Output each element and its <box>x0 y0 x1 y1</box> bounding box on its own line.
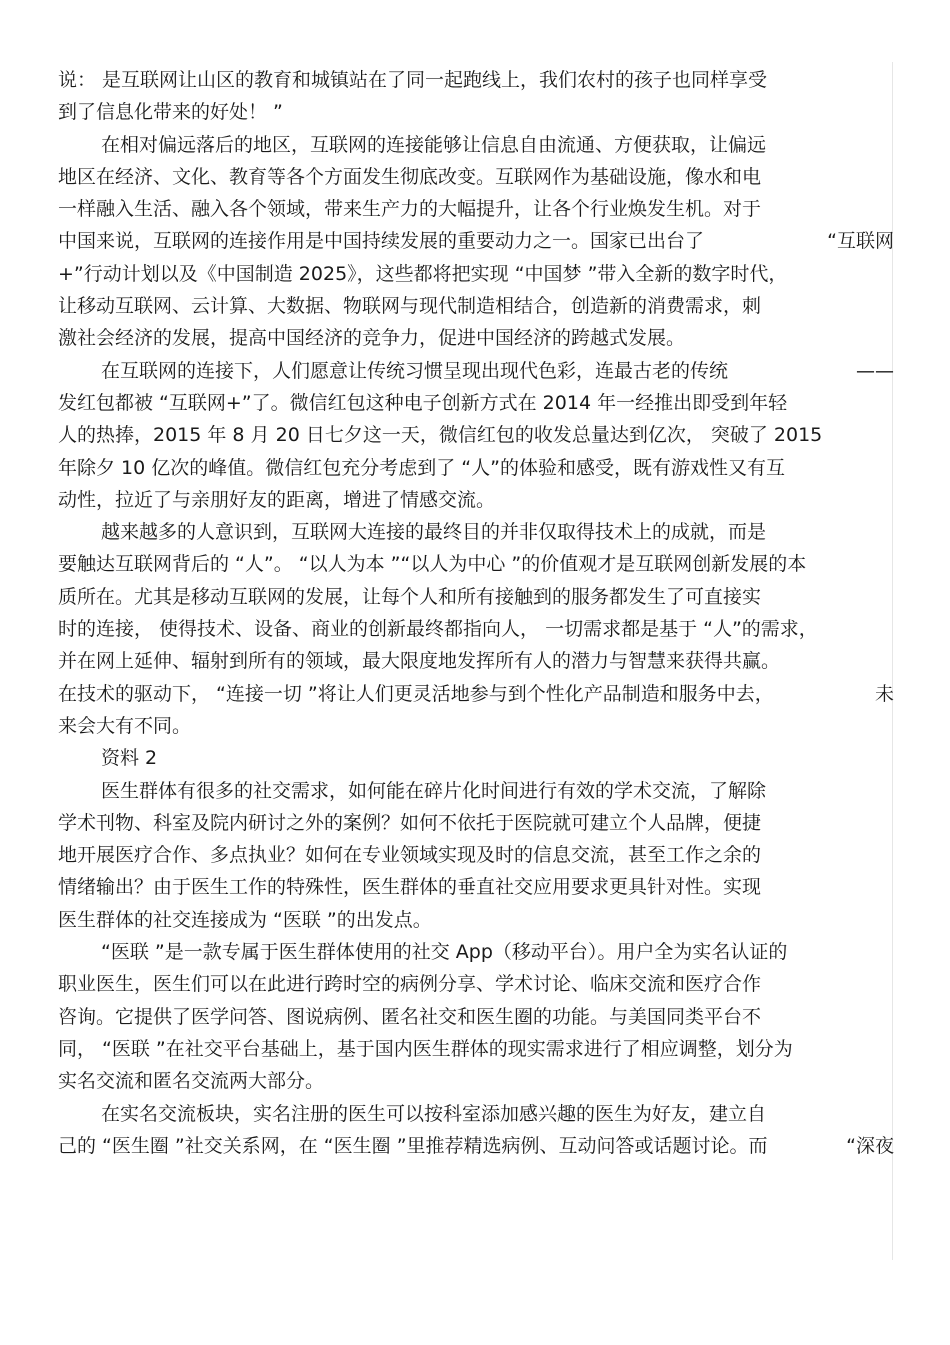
text-line: 激社会经济的发展，提高中国经济的竞争力，促进中国经济的跨越式发展。 <box>58 327 686 350</box>
text-line: 年除夕 10 亿次的峰值。微信红包充分考虑到了 “人”的体验和感受，既有游戏性又有互 <box>58 456 785 479</box>
text-line-tail: “互联网 <box>827 230 894 253</box>
text-line-tail: “深夜 <box>846 1134 894 1157</box>
text-line: 动性，拉近了与亲朋好友的距离，增进了情感交流。 <box>58 488 496 511</box>
text-line-tail: —— <box>856 359 894 382</box>
text-line: 情绪输出？由于医生工作的特殊性，医生群体的垂直社交应用要求更具针对性。实现 <box>58 876 762 899</box>
text-line: “医联 ”是一款专属于医生群体使用的社交 App（移动平台）。用户全为实名认证的 <box>101 941 788 964</box>
text-line: +”行动计划以及《中国制造 2025》，这些都将把实现 “中国梦 ”带入全新的数字时代， <box>58 262 788 285</box>
text-line: 医生群体的社交连接成为 “医联 ”的出发点。 <box>58 908 432 931</box>
text-line: 实名交流和匿名交流两大部分。 <box>58 1070 325 1093</box>
text-line <box>58 355 894 387</box>
text-line-main: 中国来说，互联网的连接作用是中国持续发展的重要动力之一。国家已出台了 <box>58 230 705 253</box>
text-line: 来会大有不同。 <box>58 714 192 737</box>
text-line: 一样融入生活、融入各个领域，带来生产力的大幅提升，让各个行业焕发生机。对于 <box>58 198 762 221</box>
text-line: 时的连接， 使得技术、设备、商业的创新最终都指向人， 一切需求都是基于 “人”的需求， <box>58 618 818 641</box>
text-line: 人的热捧，2015 年 8 月 20 日七夕这一天，微信红包的收发总量达到亿次， 突破了 2015 <box>58 424 823 447</box>
text-line <box>58 678 894 710</box>
text-line: 医生群体有很多的社交需求，如何能在碎片化时间进行有效的学术交流，了解除 <box>101 779 767 802</box>
text-line: 要触达互联网背后的 “人”。 “以人为本 ”“以人为中心 ”的价值观才是互联网创新发展的本 <box>58 553 807 576</box>
text-line: 越来越多的人意识到，互联网大连接的最终目的并非仅取得技术上的成就，而是 <box>101 521 767 544</box>
text-line: 学术刊物、科室及院内研讨之外的案例？如何不依托于医院就可建立个人品牌，便捷 <box>58 811 762 834</box>
text-line: 并在网上延伸、辐射到所有的领域，最大限度地发挥所有人的潜力与智慧来获得共赢。 <box>58 650 781 673</box>
text-line: 在相对偏远落后的地区，互联网的连接能够让信息自由流通、方便获取，让偏远 <box>101 133 767 156</box>
text-line <box>58 1130 894 1162</box>
text-line: 让移动互联网、云计算、大数据、物联网与现代制造相结合，创造新的消费需求，刺 <box>58 295 762 318</box>
text-line: 在实名交流板块，实名注册的医生可以按科室添加感兴趣的医生为好友，建立自 <box>101 1102 767 1125</box>
text-line-main: 己的 “医生圈 ”社交关系网，在 “医生圈 ”里推荐精选病例、互动问答或话题讨论。而 <box>58 1134 768 1157</box>
text-line: 地开展医疗合作、多点执业？如何在专业领域实现及时的信息交流，甚至工作之余的 <box>58 844 762 867</box>
text-line: 地区在经济、文化、教育等各个方面发生彻底改变。互联网作为基础设施，像水和电 <box>58 165 762 188</box>
text-line: 质所在。尤其是移动互联网的发展，让每个人和所有接触到的服务都发生了可直接实 <box>58 585 762 608</box>
text-line: 职业医生，医生们可以在此进行跨时空的病例分享、学术讨论、临床交流和医疗合作 <box>58 973 762 996</box>
text-line: 咨询。它提供了医学问答、图说病例、匿名社交和医生圈的功能。与美国同类平台不 <box>58 1005 762 1028</box>
text-line <box>58 225 894 257</box>
text-line: 到了信息化带来的好处！ ” <box>58 101 283 124</box>
text-line-main: 在技术的驱动下， “连接一切 ”将让人们更灵活地参与到个性化产品制造和服务中去， <box>58 682 774 705</box>
text-line: 同， “医联 ”在社交平台基础上，基于国内医生群体的现实需求进行了相应调整，划分为 <box>58 1037 793 1060</box>
text-line: 说： 是互联网让山区的教育和城镇站在了同一起跑线上，我们农村的孩子也同样享受 <box>58 69 768 91</box>
text-line: 资料 2 <box>101 747 158 770</box>
text-line-tail: 未 <box>874 682 894 705</box>
text-line-main: 在互联网的连接下，人们愿意让传统习惯呈现出现代色彩，连最古老的传统 <box>101 359 729 382</box>
text-line: 发红包都被 “互联网+”了。微信红包这种电子创新方式在 2014 年一经推出即受到年轻 <box>58 391 788 414</box>
document-body <box>58 64 894 1162</box>
